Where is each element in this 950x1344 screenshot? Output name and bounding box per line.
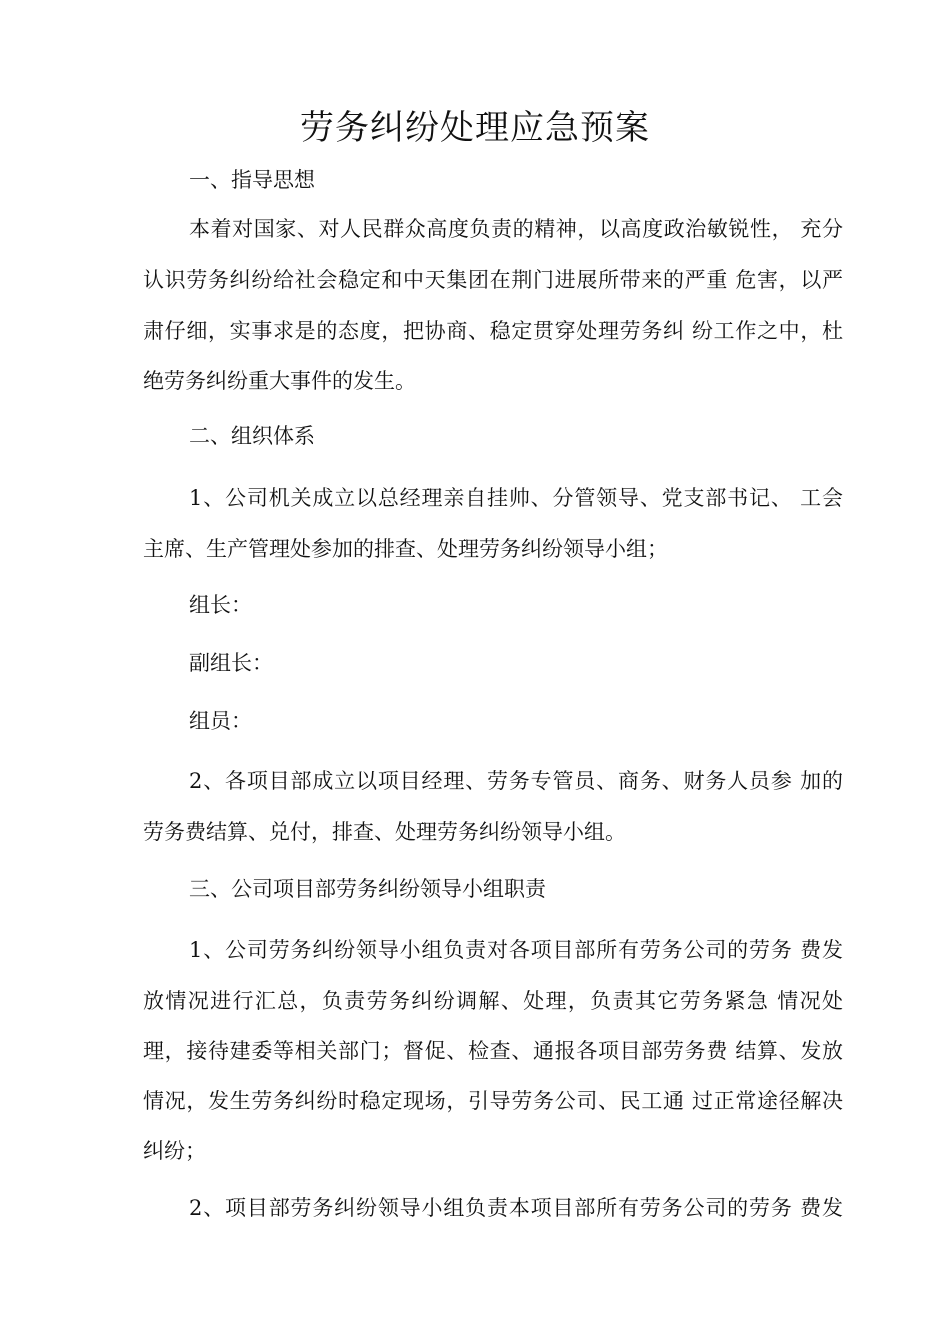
paragraph-line: 主席、生产管理处参加的排查、处理劳务纠纷领导小组； bbox=[143, 537, 668, 561]
paragraph-line: 2、项目部劳务纠纷领导小组负责本项目部所有劳务公司的劳务 费发 bbox=[189, 1196, 843, 1220]
paragraph-line: 本着对国家、对人民群众高度负责的精神，以高度政治敏锐性， 充分 bbox=[189, 217, 843, 241]
paragraph-line: 情况，发生劳务纠纷时稳定现场，引导劳务公司、民工通 过正常途径解决 bbox=[143, 1089, 843, 1113]
section-heading: 一、指导思想 bbox=[189, 168, 315, 192]
paragraph-line: 1、公司劳务纠纷领导小组负责对各项目部所有劳务公司的劳务 费发 bbox=[189, 938, 843, 962]
section-heading: 三、公司项目部劳务纠纷领导小组职责 bbox=[189, 877, 546, 901]
role-label: 副组长： bbox=[189, 651, 273, 675]
paragraph-line: 肃仔细，实事求是的态度，把协商、稳定贯穿处理劳务纠 纷工作之中，杜 bbox=[143, 319, 843, 343]
paragraph-line: 劳务费结算、兑付，排查、处理劳务纠纷领导小组。 bbox=[143, 820, 626, 844]
paragraph-line: 纠纷； bbox=[143, 1139, 206, 1163]
paragraph-line: 绝劳务纠纷重大事件的发生。 bbox=[143, 369, 416, 393]
paragraph-line: 2、各项目部成立以项目经理、劳务专管员、商务、财务人员参 加的 bbox=[189, 769, 843, 793]
role-label: 组员： bbox=[189, 709, 252, 733]
role-label: 组长： bbox=[189, 593, 252, 617]
paragraph-line: 理，接待建委等相关部门；督促、检查、通报各项目部劳务费 结算、发放 bbox=[143, 1039, 843, 1063]
paragraph-line: 放情况进行汇总，负责劳务纠纷调解、处理，负责其它劳务紧急 情况处 bbox=[143, 989, 843, 1013]
paragraph-line: 认识劳务纠纷给社会稳定和中天集团在荆门进展所带来的严重 危害，以严 bbox=[143, 268, 843, 292]
section-heading: 二、组织体系 bbox=[189, 424, 315, 448]
page-title: 劳务纠纷处理应急预案 bbox=[300, 108, 650, 148]
paragraph-line: 1、公司机关成立以总经理亲自挂帅、分管领导、党支部书记、 工会 bbox=[189, 486, 843, 510]
